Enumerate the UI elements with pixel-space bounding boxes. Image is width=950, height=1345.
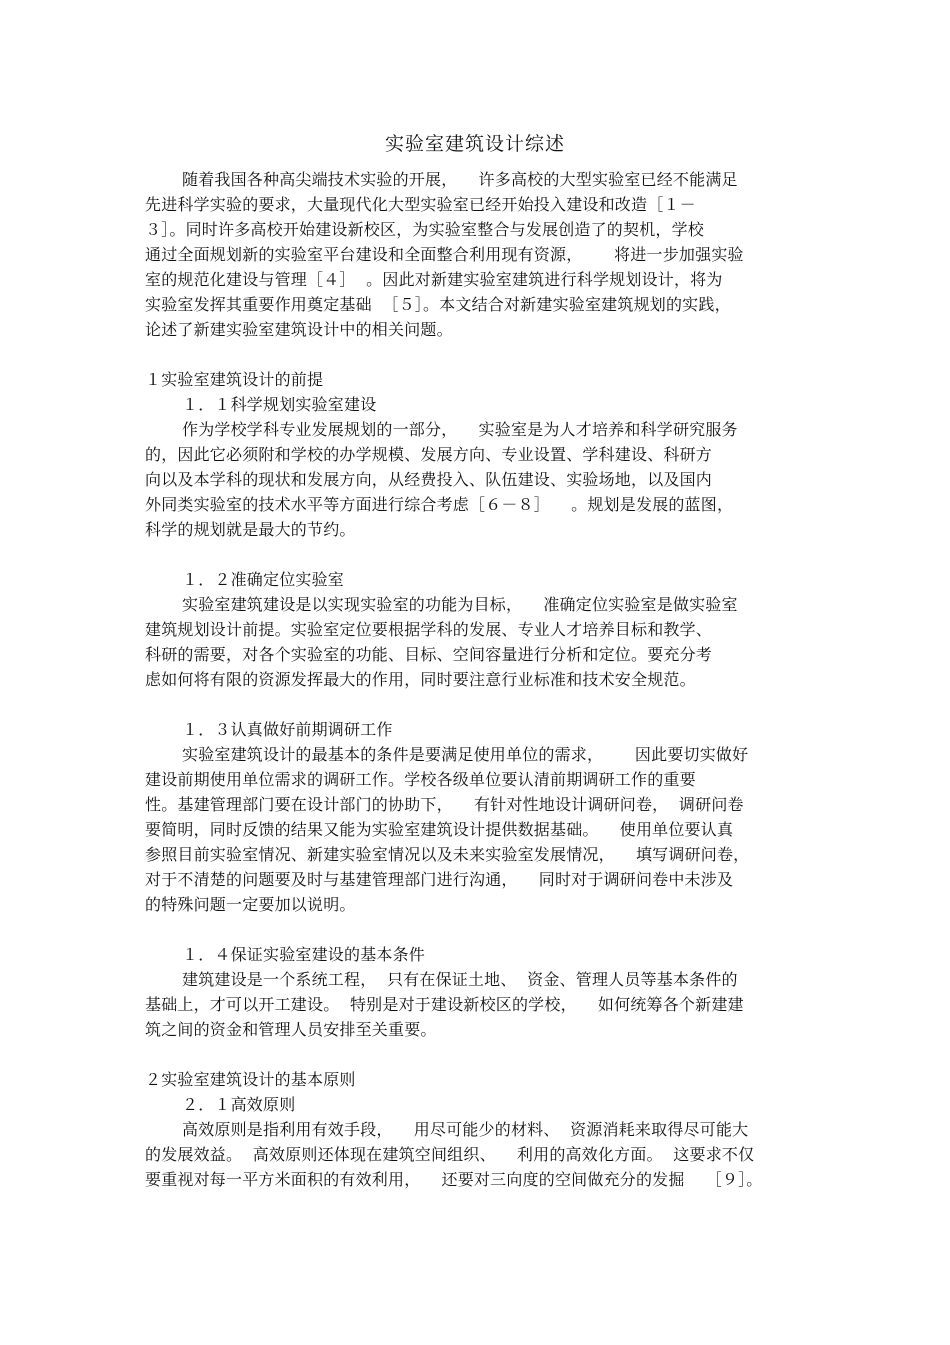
- subsection-heading: １．４保证实验室建设的基本条件: [182, 945, 426, 964]
- subsection-heading: １．３认真做好前期调研工作: [182, 720, 393, 739]
- text-line: 要简明，同时反馈的结果又能为实验室建筑设计提供数据基础。 使用单位要认真: [145, 820, 734, 839]
- text-line: 要重视对每一平方米面积的有效利用， 还要对三向度的空间做充分的发掘 ［９］。: [145, 1170, 763, 1189]
- subsection-heading: １．１科学规划实验室建设: [182, 395, 377, 414]
- text-line: 向以及本学科的现状和发展方向，从经费投入、队伍建设、实验场地，以及国内: [145, 470, 713, 489]
- subsection-heading: ２．１高效原则: [182, 1095, 296, 1114]
- section-heading: ２实验室建筑设计的基本原则: [145, 1070, 356, 1089]
- text-line: 参照目前实验室情况、新建实验室情况以及未来实验室发展情况， 填写调研问卷，: [145, 845, 750, 864]
- text-line: 的，因此它必须附和学校的办学规模、发展方向、专业设置、学科建设、科研方: [145, 445, 713, 464]
- text-line: 外同类实验室的技术水平等方面进行综合考虑［６－８］ 。规划是发展的蓝图，: [145, 495, 734, 514]
- text-line: 作为学校学科专业发展规划的一部分， 实验室是为人才培养和科学研究服务: [182, 420, 738, 439]
- text-line: 通过全面规划新的实验室平台建设和全面整合利用现有资源， 将进一步加强实验: [145, 245, 744, 264]
- text-line: 科研的需要，对各个实验室的功能、目标、空间容量进行分析和定位。要充分考: [145, 645, 713, 664]
- text-line: 论述了新建实验室建筑设计中的相关问题。: [145, 320, 453, 339]
- text-line: 高效原则是指利用有效手段， 用尽可能少的材料、 资源消耗来取得尽可能大: [182, 1120, 749, 1139]
- text-line: 实验室建筑建设是以实现实验室的功能为目标， 准确定位实验室是做实验室: [182, 595, 738, 614]
- text-line: 实验室建筑设计的最基本的条件是要满足使用单位的需求， 因此要切实做好: [182, 745, 749, 764]
- text-line: 的特殊问题一定要加以说明。: [145, 895, 356, 914]
- text-line: 实验室发挥其重要作用奠定基础 ［５］。本文结合对新建实验室建筑规划的实践，: [145, 295, 731, 314]
- text-line: 建设前期使用单位需求的调研工作。学校各级单位要认清前期调研工作的重要: [145, 770, 696, 789]
- text-line: ３］。同时许多高校开始建设新校区，为实验室整合与发展创造了的契机，学校: [145, 220, 705, 239]
- text-line: 对于不清楚的问题要及时与基建管理部门进行沟通， 同时对于调研问卷中未涉及: [145, 870, 734, 889]
- text-line: 基础上，才可以开工建设。 特别是对于建设新校区的学校， 如何统筹各个新建建: [145, 995, 744, 1014]
- text-line: 性。基建管理部门要在设计部门的协助下， 有针对性地设计调研问卷， 调研问卷: [145, 795, 744, 814]
- text-line: 筑之间的资金和管理人员安排至关重要。: [145, 1020, 437, 1039]
- text-line: 科学的规划就是最大的节约。: [145, 520, 356, 539]
- text-line: 随着我国各种高尖端技术实验的开展， 许多高校的大型实验室已经不能满足: [182, 170, 738, 189]
- text-line: 的发展效益。 高效原则还体现在建筑空间组织、 利用的高效化方面。 这要求不仅: [145, 1145, 755, 1164]
- text-line: 建筑建设是一个系统工程， 只有在保证土地、 资金、管理人员等基本条件的: [182, 970, 738, 989]
- text-line: 先进科学实验的要求，大量现代化大型实验室已经开始投入建设和改造［１－: [145, 195, 696, 214]
- document-title: 实验室建筑设计综述: [384, 133, 565, 155]
- text-line: 室的规范化建设与管理［４］ 。因此对新建实验室建筑进行科学规划设计，将为: [145, 270, 723, 289]
- subsection-heading: １．２准确定位实验室: [182, 570, 345, 589]
- text-line: 虑如何将有限的资源发挥最大的作用，同时要注意行业标准和技术安全规范。: [145, 670, 696, 689]
- text-line: 建筑规划设计前提。实验室定位要根据学科的发展、专业人才培养目标和教学、: [145, 620, 713, 639]
- section-heading: １实验室建筑设计的前提: [145, 370, 324, 389]
